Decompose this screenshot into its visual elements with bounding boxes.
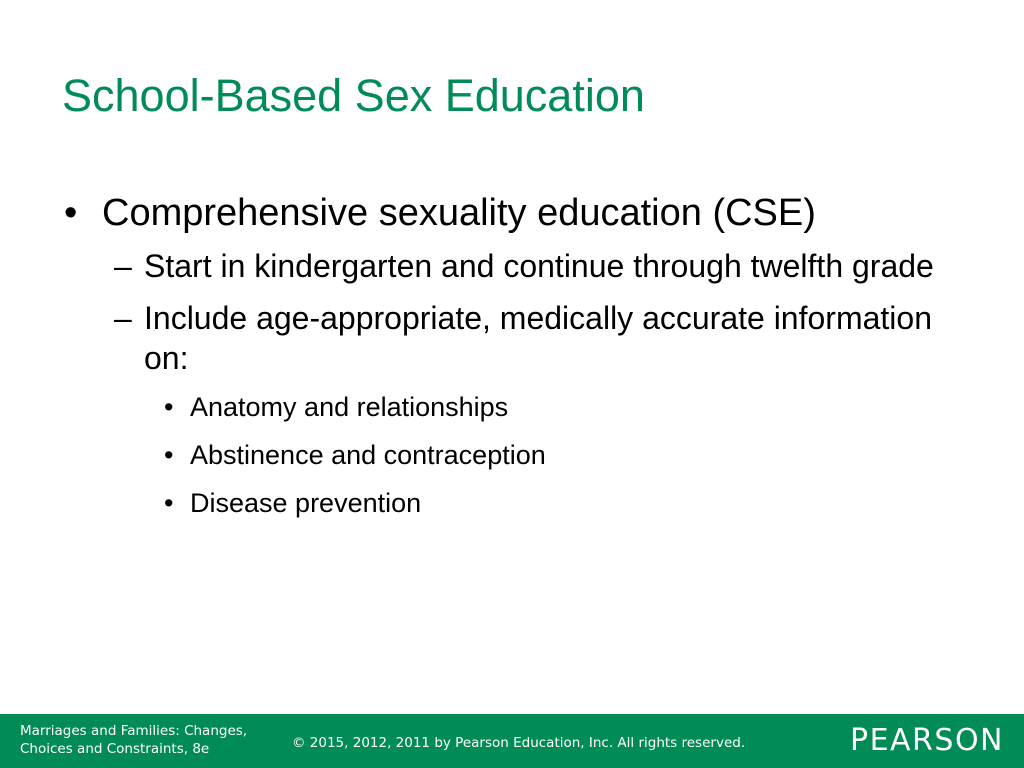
bullet-text: Anatomy and relationships: [190, 392, 509, 422]
dash-marker: –: [114, 248, 132, 284]
bullet-marker: •: [164, 392, 174, 422]
bullet-text: Abstinence and contraception: [190, 440, 546, 470]
bullet-marker: •: [164, 440, 174, 470]
footer-bar: [0, 714, 1024, 768]
slide-content: [62, 188, 982, 534]
bullet-level1: [62, 188, 982, 238]
footer-book-line1: Marriages and Families: Changes,: [20, 723, 248, 739]
footer-copyright: © 2015, 2012, 2011 by Pearson Education, Inc. All rights reserved.: [292, 735, 746, 751]
bullet-level2: [62, 246, 982, 286]
bullet-text: Include age-appropriate, medically accurate information on:: [144, 300, 932, 376]
bullet-text: Start in kindergarten and continue through twelfth grade: [144, 248, 934, 284]
bullet-level3: [62, 390, 982, 424]
footer-book-title: [20, 722, 247, 758]
dash-marker: –: [114, 300, 132, 336]
bullet-level2: [62, 298, 982, 378]
bullet-marker: •: [64, 192, 78, 234]
bullet-text: Disease prevention: [190, 488, 422, 518]
footer-book-line2: Choices and Constraints, 8e: [20, 741, 210, 757]
bullet-text: Comprehensive sexuality education (CSE): [102, 192, 816, 234]
bullet-level3: [62, 486, 982, 520]
bullet-level3: [62, 438, 982, 472]
pearson-logo: PEARSON: [849, 723, 1004, 758]
bullet-marker: •: [164, 488, 174, 518]
slide-title: School-Based Sex Education: [62, 70, 645, 121]
